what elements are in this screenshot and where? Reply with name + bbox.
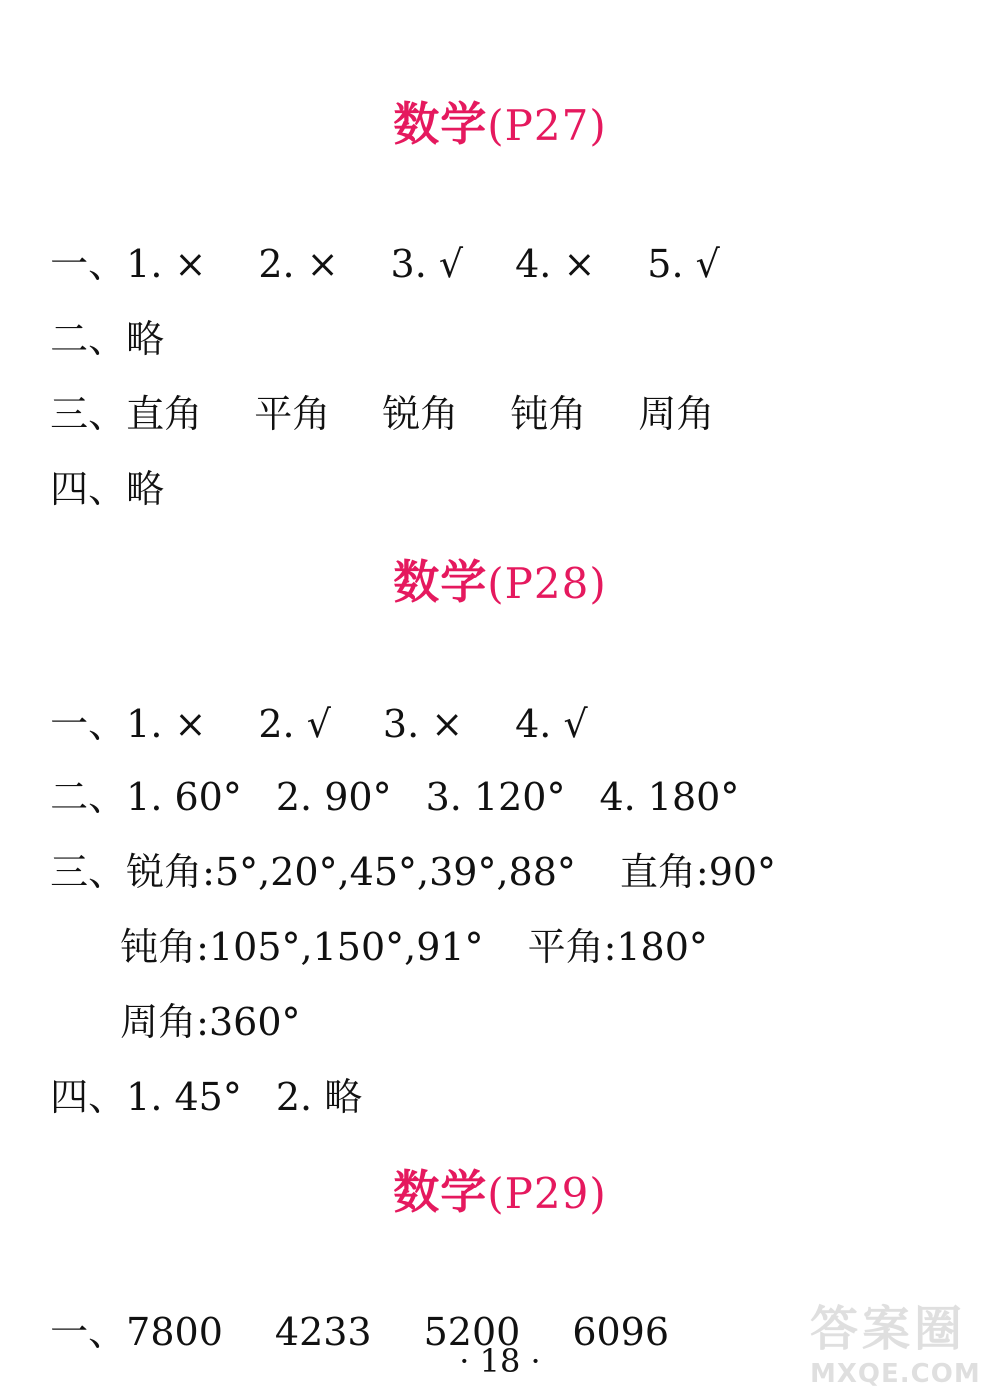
answer-item: 6096 [572,1310,670,1354]
watermark-url: MXQE.COM [810,1359,981,1389]
answer-item: 5200 [423,1310,521,1354]
section-title: 数学 [393,555,488,609]
answer-item: 二、略 [50,317,165,361]
answer-item: 3. 120° [425,775,566,819]
page-number: · 18 · [459,1342,541,1380]
answer-item: 周角:360° [120,1000,301,1044]
answer-item: 一、7800 [50,1310,223,1354]
answer-item: 四、略 [50,467,165,511]
answer-item: 锐角 [382,392,459,436]
answer-item: 5. √ [647,242,720,286]
section-page-ref: (P29) [487,1169,607,1218]
answer-item: 钝角 [510,392,587,436]
section-page-ref: (P27) [487,101,607,150]
section-title: 数学 [393,97,488,151]
section-heading-p27 [0,88,1000,154]
answer-item: 2. √ [258,702,331,746]
answer-item: 一、1. × [50,242,207,286]
answer-item: 周角 [638,392,715,436]
answer-item: 4. √ [515,702,588,746]
section-heading-p29 [0,1156,1000,1222]
answer-item: 2. × [258,242,339,286]
answer-item: 平角 [254,392,331,436]
section-title: 数学 [393,1165,488,1219]
watermark-text: 答案圈 [810,1301,967,1357]
answer-item: 3. × [382,702,464,746]
answer-item: 四、1. 45° [50,1075,242,1119]
answer-item: 平角:180° [527,925,708,969]
answer-line [26,1028,362,1120]
answer-item: 直角:90° [619,850,777,894]
answer-item: 一、1. × [50,702,207,746]
section-page-ref: (P28) [487,559,607,608]
answer-item: 钝角:105°,150°,91° [120,925,484,969]
section-heading-p28 [0,546,1000,612]
answer-item: 3. √ [390,242,464,286]
answer-item: 三、直角 [50,392,203,436]
answer-item: 4. × [515,242,596,286]
answer-item: 2. 略 [275,1075,363,1119]
watermark-logo [810,1290,990,1389]
answer-item: 4233 [274,1310,372,1354]
answer-item: 二、1. 60° [50,775,242,819]
answer-item: 2. 90° [275,775,392,819]
answer-item: 三、锐角:5°,20°,45°,39°,88° [50,850,576,894]
answer-line [26,420,164,512]
answer-item: 4. 180° [599,775,740,819]
